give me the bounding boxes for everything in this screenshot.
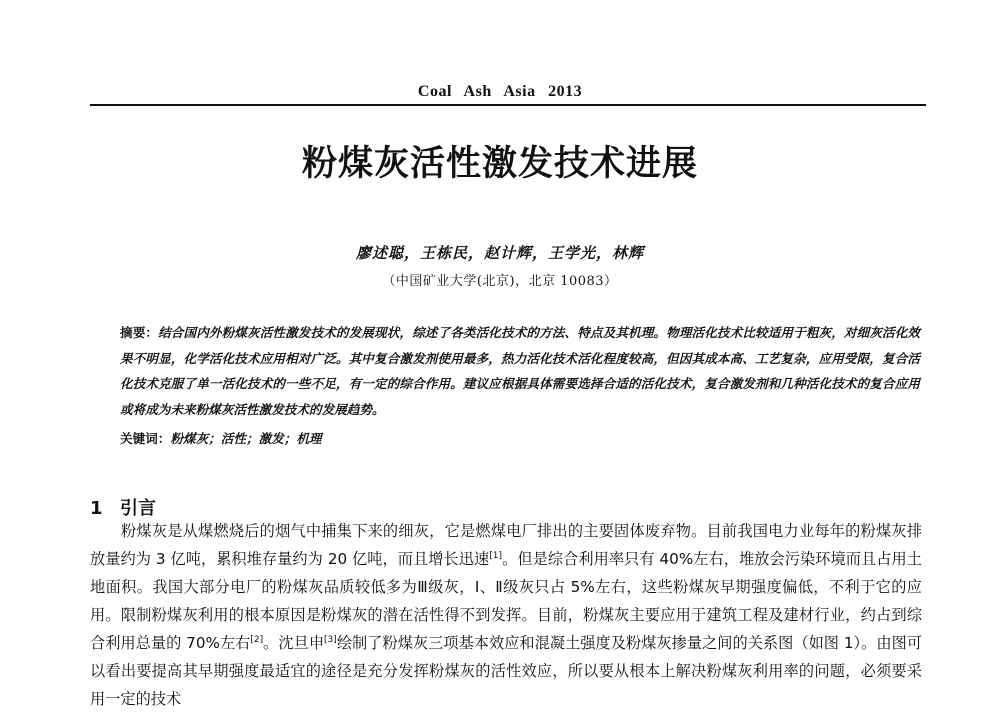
header-rule	[90, 104, 926, 106]
author-affiliation: （中国矿业大学(北京)，北京 10083）	[382, 274, 618, 289]
introduction-paragraph	[90, 517, 922, 713]
citation-ref-3[interactable]: [3]	[324, 634, 337, 645]
paragraph-text-1: 粉煤灰是从煤燃烧后的烟气中捕集下来的细灰，它是燃煤电厂排出的主要固体废弃物。目前我国电力业每年的粉煤灰排放量约为 3 亿吨，累积堆存量约为 20 亿吨，而且增长迅速	[90, 522, 922, 568]
keywords-label: 关键词：	[120, 431, 171, 446]
abstract-label: 摘要：	[120, 325, 159, 340]
citation-ref-2[interactable]: [2]	[250, 634, 264, 645]
paragraph-text-3: 。沈旦申	[263, 634, 325, 652]
keywords-text: 粉煤灰；活性；激发；机理	[170, 431, 322, 446]
citation-ref-1[interactable]: [1]	[489, 550, 503, 561]
running-header: Coal Ash Asia 2013	[417, 83, 583, 100]
paper-title: 粉煤灰活性激发技术进展	[301, 144, 698, 184]
abstract-text: 结合国内外粉煤灰活性激发技术的发展现状，综述了各类活化技术的方法、特点及其机理。物理活化技术比较适用于粗灰，对细灰活化效果不明显，化学活化技术应用相对广泛。其中复合激发剂使用最多，热力活化技术活化程度较高，但因其成本高、工艺复杂，应用受限，复合活化技术克服了单一活化技术的一些不足，有一定的综合作用。建议应根据具体需要选择合适的活化技术，复合激发剂和几种活化技术的复合应用或将成为未来粉煤灰活性激发技术的发展趋势。	[120, 325, 921, 417]
paragraph-text-2: 。但是综合利用率只有 40%左右，堆放会污染环境而且占用土地面积。我国大部分电厂的粉煤灰品质较低多为Ⅲ级灰，Ⅰ、Ⅱ级灰只占 5%左右，这些粉煤灰早期强度偏低，不利于它的应用。限制粉煤灰利用的根本原因是粉煤灰的潜在活性得不到发挥。目前，粉煤灰主要应用于建筑工程及建材行业，约占到综合利用总量的 70%左右	[90, 550, 922, 652]
paragraph-text-4: 绘制了粉煤灰三项基本效应和混凝土强度及粉煤灰掺量之间的关系图（如图 1）。由图可以看出要提高其早期强度最适宜的途径是充分发挥粉煤灰的活性效应，所以要从根本上解决粉煤灰利用率的问题，必须要采用一定的技术	[90, 634, 923, 708]
author-list: 廖述聪，王栋民，赵计辉，王学光，林辉	[355, 244, 644, 262]
keywords	[120, 426, 920, 451]
section-number: 1	[90, 498, 103, 519]
abstract	[120, 320, 920, 422]
section-title: 引言	[120, 498, 156, 519]
